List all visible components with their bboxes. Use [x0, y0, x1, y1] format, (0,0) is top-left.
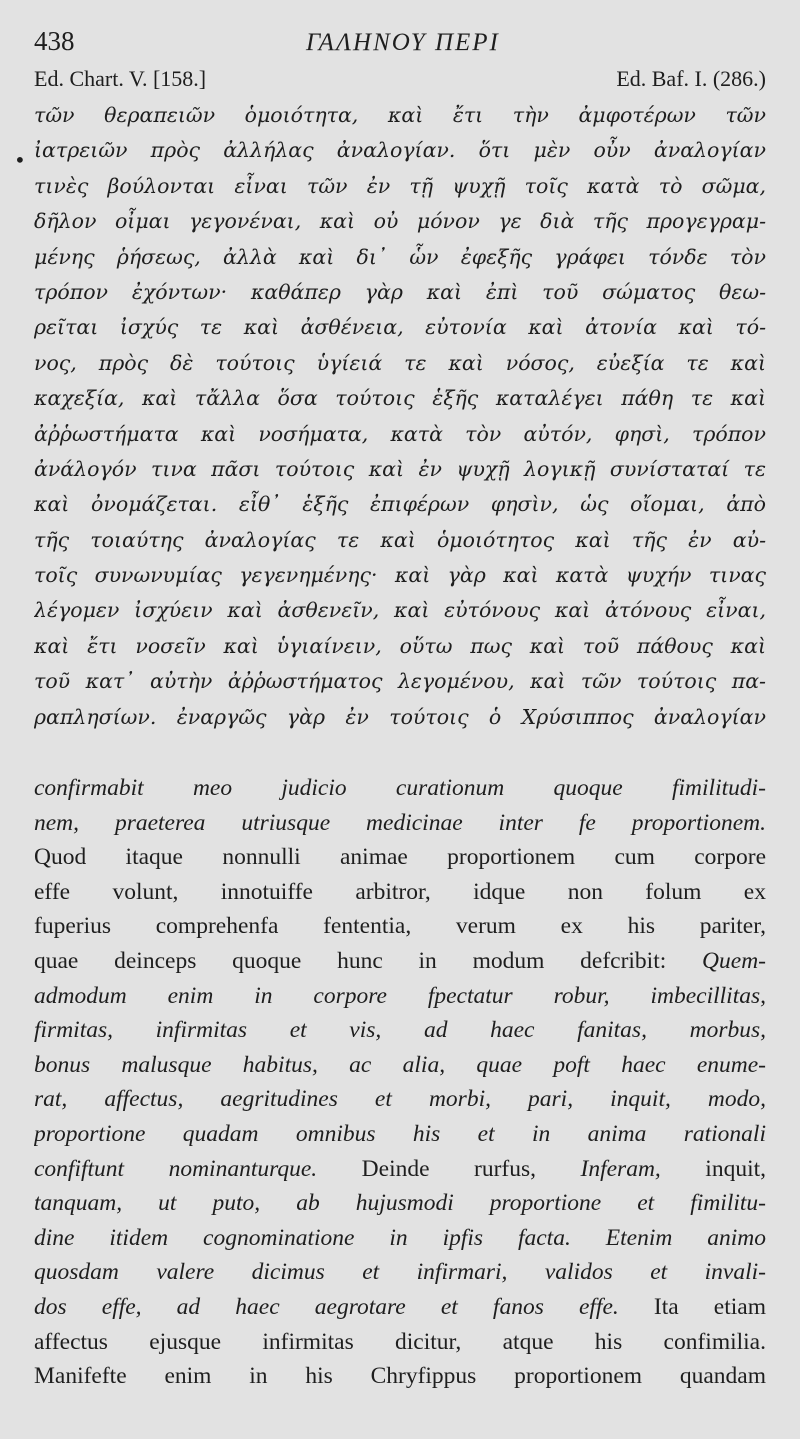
- latin-roman-segment: Manifefte enim in his Chryfippus proportionem quandam: [34, 1363, 766, 1390]
- greek-line: ἀνάλογόν τινα πᾶσι τούτοις καὶ ἐν ψυχῇ λογικῇ συνίσταταί τε: [34, 456, 766, 481]
- latin-line: [34, 979, 766, 1014]
- latin-roman-segment: Quod itaque nonnulli animae proportionem cum corpore: [34, 844, 766, 871]
- greek-line: τοῦ κατ᾽ αὐτὴν ἀῤῥωστήματος λεγομένου, καὶ τῶν τούτοις πα-: [34, 669, 766, 694]
- latin-roman-segment: inquit,: [705, 1155, 766, 1182]
- latin-line: [34, 1221, 766, 1256]
- latin-roman-segment: Deinde rurfus,: [361, 1155, 581, 1182]
- latin-line: [34, 1048, 766, 1083]
- latin-italic-segment: nem, praeterea utriusque medicinae inter fe proportionem.: [34, 809, 766, 836]
- latin-roman-segment: effe volunt, innotuiffe arbitror, idque non folum ex: [34, 878, 766, 905]
- latin-line: [34, 1290, 766, 1325]
- latin-line: [34, 1152, 766, 1187]
- greek-line: τρόπον ἐχόντων· καθάπερ γὰρ καὶ ἐπὶ τοῦ σώματος θεω-: [34, 279, 766, 304]
- greek-text-block: [34, 98, 766, 735]
- greek-line: τῶν θεραπειῶν ὁμοιότητα, καὶ ἔτι τὴν ἀμφοτέρων τῶν: [34, 103, 766, 127]
- latin-text-block: [34, 771, 766, 1394]
- greek-line: τῆς τοιαύτης ἀναλογίας τε καὶ ὁμοιότητος καὶ τῆς ἐν αὐ-: [34, 527, 766, 552]
- greek-line: ἀῤῥωστήματα καὶ νοσήματα, κατὰ τὸν αὐτόν, φησὶ, τρόπον: [34, 421, 766, 446]
- greek-line: καὶ ὀνομάζεται. εἶθ᾽ ἑξῆς ἐπιφέρων φησὶν, ὡς οἴομαι, ἀπὸ: [34, 492, 766, 517]
- latin-italic-segment: confirmabit meo judicio curationum quoque fimilitudi-: [34, 775, 766, 802]
- greek-line: νος, πρὸς δὲ τούτοις ὑγίειά τε καὶ νόσος, εὐεξία τε καὶ: [34, 350, 766, 375]
- latin-italic-segment: rat, affectus, aegritudines et morbi, pari, inquit, modo,: [34, 1086, 766, 1113]
- latin-italic-segment: tanquam, ut puto, ab hujusmodi proportione et fimilitu-: [34, 1190, 766, 1217]
- greek-line: τινὲς βούλονται εἶναι τῶν ἐν τῇ ψυχῇ τοῖς κατὰ τὸ σῶμα,: [34, 173, 766, 198]
- greek-line: καχεξία, καὶ τἄλλα ὅσα τούτοις ἑξῆς καταλέγει πάθη τε καὶ: [34, 386, 766, 411]
- latin-italic-segment: confiftunt nominanturque.: [34, 1155, 362, 1182]
- latin-line: [34, 1117, 766, 1152]
- latin-italic-segment: Inferam,: [580, 1155, 706, 1182]
- latin-italic-segment: proportione quadam omnibus his et in anima rationali: [34, 1120, 766, 1147]
- margin-mark: •: [14, 148, 26, 172]
- page-number: 438: [34, 26, 75, 56]
- running-title: ΓΑΛΗΝΟΥ ΠΕΡΙ: [306, 29, 500, 56]
- greek-line: ρεῖται ἰσχύς τε καὶ ἀσθένεια, εὐτονία καὶ ἀτονία καὶ τό-: [34, 315, 766, 340]
- greek-line: λέγομεν ἰσχύειν καὶ ἀσθενεῖν, καὶ εὐτόνους καὶ ἀτόνους εἶναι,: [34, 598, 766, 623]
- latin-line: [34, 875, 766, 910]
- latin-roman-segment: affectus ejusque infirmitas dicitur, atque his confimilia.: [34, 1328, 766, 1355]
- latin-roman-segment: Ita etiam: [653, 1293, 766, 1320]
- latin-italic-segment: dine itidem cognominatione in ipfis facta. Etenim animo: [34, 1224, 766, 1251]
- latin-line: [34, 1082, 766, 1117]
- edition-ref-right: Ed. Baf. I. (286.): [616, 66, 766, 91]
- latin-line: [34, 1013, 766, 1048]
- latin-line: [34, 1359, 766, 1394]
- latin-line: [34, 944, 766, 979]
- latin-line: [34, 806, 766, 841]
- latin-line: [34, 909, 766, 944]
- latin-line: [34, 771, 766, 806]
- page-header: [34, 26, 766, 62]
- greek-line: δῆλον οἶμαι γεγονέναι, καὶ οὐ μόνον γε διὰ τῆς προγεγραμ-: [34, 209, 766, 234]
- latin-italic-segment: Quem-: [702, 948, 766, 974]
- greek-line: ραπλησίων. ἐναργῶς γὰρ ἐν τούτοις ὁ Χρύσιππος ἀναλογίαν: [34, 704, 766, 729]
- edition-references: [34, 66, 766, 96]
- edition-ref-left: Ed. Chart. V. [158.]: [34, 66, 207, 91]
- latin-roman-segment: quae deinceps quoque hunc in modum defcribit:: [34, 948, 703, 974]
- latin-roman-segment: fuperius comprehenfa fententia, verum ex his pariter,: [34, 913, 766, 940]
- latin-italic-segment: admodum enim in corpore fpectatur robur, imbecillitas,: [34, 982, 766, 1009]
- greek-line: καὶ ἔτι νοσεῖν καὶ ὑγιαίνειν, οὕτω πως καὶ τοῦ πάθους καὶ: [34, 633, 766, 658]
- latin-line: [34, 1325, 766, 1360]
- latin-line: [34, 1255, 766, 1290]
- latin-italic-segment: quosdam valere dicimus et infirmari, validos et invali-: [34, 1259, 766, 1286]
- latin-italic-segment: dos effe, ad haec aegrotare et fanos effe.: [34, 1293, 654, 1320]
- greek-line: τοῖς συνωνυμίας γεγενημένης· καὶ γὰρ καὶ κατὰ ψυχήν τινας: [34, 563, 766, 588]
- greek-line: ἰατρειῶν πρὸς ἀλλήλας ἀναλογίαν. ὅτι μὲν οὖν ἀναλογίαν: [34, 138, 766, 163]
- latin-italic-segment: firmitas, infirmitas et vis, ad haec fanitas, morbus,: [34, 1017, 766, 1044]
- latin-italic-segment: bonus malusque habitus, ac alia, quae poft haec enume-: [34, 1051, 766, 1078]
- latin-line: [34, 840, 766, 875]
- greek-line: μένης ῥήσεως, ἀλλὰ καὶ δι᾽ ὧν ἐφεξῆς γράφει τόνδε τὸν: [34, 244, 766, 269]
- latin-line: [34, 1186, 766, 1221]
